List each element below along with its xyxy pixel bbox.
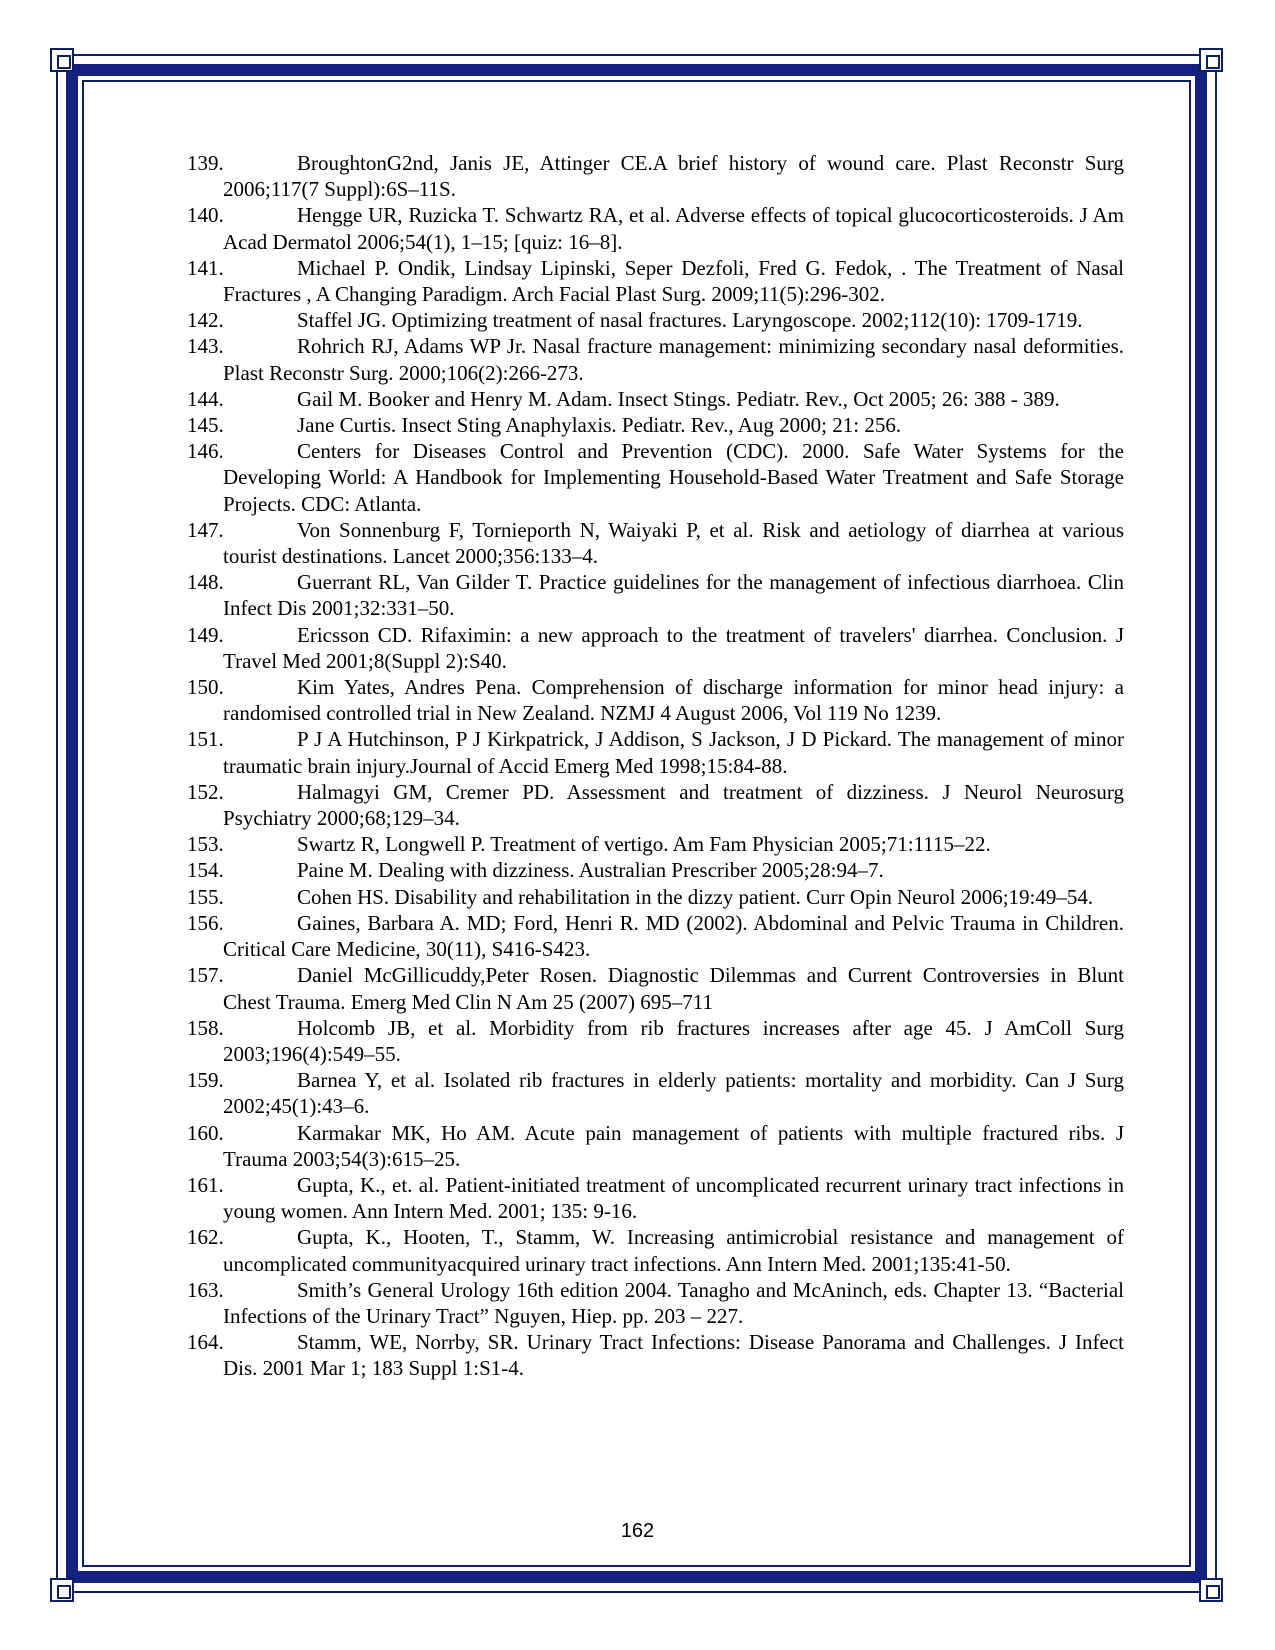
reference-item <box>187 255 1124 307</box>
reference-number: 147. <box>187 517 224 542</box>
reference-number: 152. <box>187 779 224 804</box>
reference-item <box>187 1224 1124 1276</box>
reference-number: 143. <box>187 334 224 359</box>
reference-text: Centers for Diseases Control and Prevention (CDC). 2000. Safe Water Systems for the Developing World: A Handbook for Implementing Household-Based Water Treatment and Safe Storage Projects. CDC: Atlanta. <box>223 439 1124 516</box>
reference-number: 153. <box>187 832 224 857</box>
reference-text: Holcomb JB, et al. Morbidity from rib fractures increases after age 45. J AmColl Surg 2003;196(4):549–55. <box>223 1015 1124 1066</box>
reference-number: 145. <box>187 413 224 438</box>
reference-number: 163. <box>187 1277 224 1302</box>
reference-text: Ericsson CD. Rifaximin: a new approach to the treatment of travelers' diarrhea. Conclusion. J Travel Med 2001;8(Suppl 2):S40. <box>223 622 1124 673</box>
reference-text: BroughtonG2nd, Janis JE, Attinger CE.A brief history of wound care. Plast Reconstr Surg 2006;117(7 Suppl):6S–11S. <box>223 151 1124 202</box>
reference-item <box>187 438 1124 517</box>
border-corner-ornament <box>1199 1578 1223 1602</box>
reference-item <box>187 962 1124 1014</box>
reference-text: P J A Hutchinson, P J Kirkpatrick, J Addison, S Jackson, J D Pickard. The management of minor traumatic brain injury.Journal of Accid Emerg Med 1998;15:84-88. <box>223 727 1124 778</box>
reference-number: 162. <box>187 1225 224 1250</box>
border-corner-ornament <box>50 1578 74 1602</box>
reference-text: Barnea Y, et al. Isolated rib fractures in elderly patients: mortality and morbidity. Can J Surg 2002;45(1):43–6. <box>223 1068 1124 1119</box>
reference-number: 142. <box>187 308 224 333</box>
reference-item <box>187 386 1124 412</box>
reference-text: Cohen HS. Disability and rehabilitation in the dizzy patient. Curr Opin Neurol 2006;19:49–54. <box>297 884 1094 909</box>
border-corner-ornament <box>50 48 74 72</box>
reference-number: 164. <box>187 1330 224 1355</box>
reference-text: Gupta, K., Hooten, T., Stamm, W. Increasing antimicrobial resistance and management of uncomplicated communityacquired urinary tract infections. Ann Intern Med. 2001;135:41-50. <box>223 1225 1124 1276</box>
reference-text: Daniel McGillicuddy,Peter Rosen. Diagnostic Dilemmas and Current Controversies in Blunt Chest Trauma. Emerg Med Clin N Am 25 (2007) 695–711 <box>223 963 1124 1014</box>
reference-number: 144. <box>187 386 224 411</box>
reference-item <box>187 1172 1124 1224</box>
reference-text: Staffel JG. Optimizing treatment of nasal fractures. Laryngoscope. 2002;112(10): 1709-1719. <box>297 308 1083 333</box>
reference-number: 140. <box>187 203 224 228</box>
reference-item <box>187 1015 1124 1067</box>
reference-item <box>187 412 1124 438</box>
reference-item <box>187 569 1124 621</box>
reference-number: 157. <box>187 963 224 988</box>
page-number: 162 <box>620 1520 655 1542</box>
reference-text: Jane Curtis. Insect Sting Anaphylaxis. Pediatr. Rev., Aug 2000; 21: 256. <box>297 413 902 438</box>
reference-number: 161. <box>187 1172 224 1197</box>
reference-text: Guerrant RL, Van Gilder T. Practice guidelines for the management of infectious diarrhoea. Clin Infect Dis 2001;32:331–50. <box>223 570 1124 621</box>
reference-text: Gupta, K., et. al. Patient-initiated treatment of uncomplicated recurrent urinary tract infections in young women. Ann Intern Med. 2001; 135: 9-16. <box>223 1172 1124 1224</box>
reference-number: 150. <box>187 675 224 700</box>
reference-item <box>187 150 1124 202</box>
reference-number: 160. <box>187 1120 224 1145</box>
reference-text: Smith’s General Urology 16th edition 2004. Tanagho and McAninch, eds. Chapter 13. “Bacterial Infections of the Urinary Tract” Nguyen, Hiep. pp. 203 – 227. <box>223 1277 1124 1328</box>
reference-item <box>187 910 1124 962</box>
reference-item <box>187 517 1124 569</box>
reference-item <box>187 1277 1124 1329</box>
reference-text: Gaines, Barbara A. MD; Ford, Henri R. MD (2002). Abdominal and Pelvic Trauma in Children. Critical Care Medicine, 30(11), S416-S423. <box>223 910 1124 962</box>
reference-text: Stamm, WE, Norrby, SR. Urinary Tract Infections: Disease Panorama and Challenges. J Infect Dis. 2001 Mar 1; 183 Suppl 1:S1-4. <box>223 1330 1124 1381</box>
reference-item <box>187 1067 1124 1119</box>
reference-number: 156. <box>187 910 224 935</box>
reference-item <box>187 857 1124 883</box>
reference-number: 146. <box>187 439 224 464</box>
reference-item <box>187 333 1124 385</box>
reference-number: 141. <box>187 255 224 280</box>
reference-text: Von Sonnenburg F, Tornieporth N, Waiyaki P, et al. Risk and aetiology of diarrhea at various tourist destinations. Lancet 2000;356:133–4. <box>223 517 1124 569</box>
reference-item <box>187 884 1124 910</box>
reference-item <box>187 1329 1124 1381</box>
reference-text: Michael P. Ondik, Lindsay Lipinski, Seper Dezfoli, Fred G. Fedok, . The Treatment of Nasal Fractures , A Changing Paradigm. Arch Facial Plast Surg. 2009;11(5):296-302. <box>223 255 1124 307</box>
reference-item <box>187 674 1124 726</box>
reference-number: 158. <box>187 1015 224 1040</box>
reference-text: Rohrich RJ, Adams WP Jr. Nasal fracture management: minimizing secondary nasal deformities. Plast Reconstr Surg. 2000;106(2):266-273. <box>223 334 1124 385</box>
reference-text: Gail M. Booker and Henry M. Adam. Insect Stings. Pediatr. Rev., Oct 2005; 26: 388 - 389. <box>297 386 1060 411</box>
reference-list <box>187 150 1124 1382</box>
reference-item <box>187 831 1124 857</box>
reference-text: Halmagyi GM, Cremer PD. Assessment and treatment of dizziness. J Neurol Neurosurg Psychiatry 2000;68;129–34. <box>223 779 1124 831</box>
reference-text: Paine M. Dealing with dizziness. Australian Prescriber 2005;28:94–7. <box>297 858 884 883</box>
reference-item <box>187 307 1124 333</box>
reference-item <box>187 779 1124 831</box>
reference-number: 159. <box>187 1068 224 1093</box>
reference-item <box>187 1120 1124 1172</box>
reference-text: Swartz R, Longwell P. Treatment of vertigo. Am Fam Physician 2005;71:1115–22. <box>297 832 991 857</box>
reference-number: 139. <box>187 151 224 175</box>
reference-number: 149. <box>187 622 224 647</box>
reference-text: Hengge UR, Ruzicka T. Schwartz RA, et al. Adverse effects of topical glucocorticosteroids. J Am Acad Dermatol 2006;54(1), 1–15; [quiz: 16–8]. <box>223 203 1124 254</box>
reference-number: 151. <box>187 727 224 752</box>
border-corner-ornament <box>1199 48 1223 72</box>
reference-number: 155. <box>187 884 224 909</box>
reference-text: Kim Yates, Andres Pena. Comprehension of discharge information for minor head injury: a randomised controlled trial in New Zealand. NZMJ 4 August 2006, Vol 119 No 1239. <box>223 675 1124 726</box>
reference-number: 154. <box>187 858 224 883</box>
reference-item <box>187 622 1124 674</box>
reference-text: Karmakar MK, Ho AM. Acute pain management of patients with multiple fractured ribs. J Trauma 2003;54(3):615–25. <box>223 1120 1124 1171</box>
reference-item <box>187 726 1124 778</box>
reference-number: 148. <box>187 570 224 595</box>
reference-item <box>187 202 1124 254</box>
